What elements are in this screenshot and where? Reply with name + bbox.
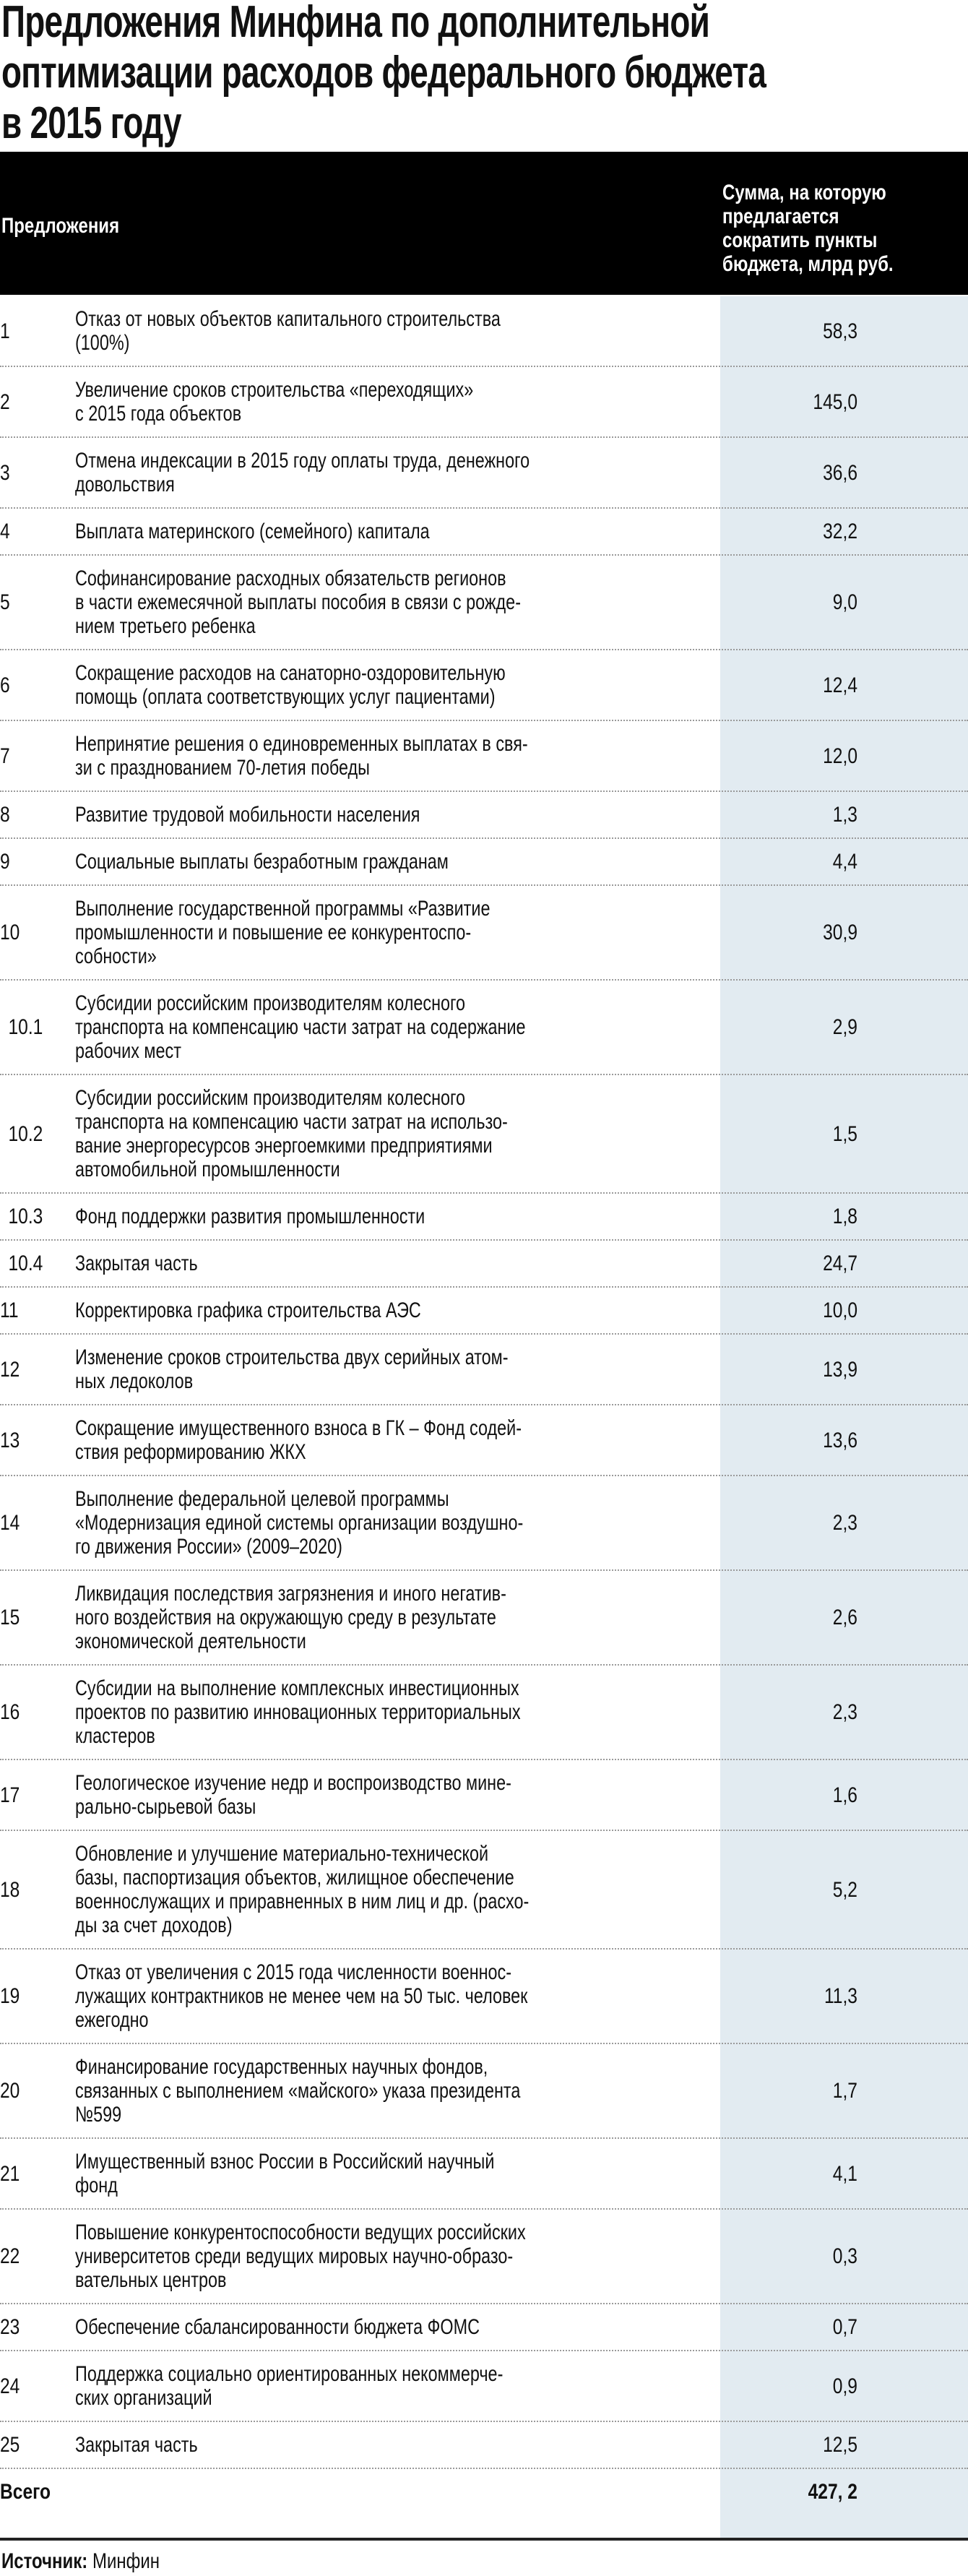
table-row: [0, 507, 968, 554]
row-value: 10,0: [823, 1298, 857, 1322]
description-line: с 2015 года объектов: [75, 402, 242, 426]
row-number: 22: [0, 2244, 20, 2268]
row-description: [75, 1298, 720, 1322]
table-row: [0, 1759, 968, 1830]
description-line: кластеров: [75, 1724, 155, 1748]
header-amount-line: предлагается: [722, 204, 839, 228]
row-description: [75, 1960, 720, 2032]
row-value: 1,5: [832, 1121, 857, 1146]
row-number: 10.1: [8, 1015, 43, 1039]
description-line: Имущественный взнос России в Российский научный: [75, 2150, 495, 2174]
description-line: Субсидии российским производителям колесного: [75, 991, 466, 1015]
row-description: [75, 661, 720, 709]
table-row: [0, 2043, 968, 2137]
description-line: Сокращение имущественного взноса в ГК – Фонд содей-: [75, 1416, 522, 1440]
row-description: [75, 1771, 720, 1819]
row-number: 25: [0, 2433, 20, 2457]
row-description: [75, 2150, 720, 2197]
row-description: [75, 520, 720, 543]
row-description: [75, 2433, 720, 2457]
row-description: [75, 2315, 720, 2339]
row-number: 13: [0, 1428, 20, 1452]
description-line: рально-сырьевой базы: [75, 1795, 256, 1819]
row-number: 16: [0, 1700, 20, 1724]
header-amount-line: сократить пункты: [722, 228, 878, 252]
row-number: 6: [0, 673, 10, 697]
row-number: 7: [0, 744, 10, 768]
table-row: [0, 1333, 968, 1404]
table-row: [0, 2350, 968, 2421]
description-line: Развитие трудовой мобильности населения: [75, 803, 420, 827]
row-number: 2: [0, 389, 10, 414]
description-line: военнослужащих и приравненных в ним лиц и др. (расхо-: [75, 1890, 530, 1913]
description-line: базы, паспортизация объектов, жилищное обеспечение: [75, 1866, 514, 1890]
row-description: [75, 897, 720, 968]
description-line: Закрытая часть: [75, 1252, 198, 1275]
description-line: ских организаций: [75, 2386, 212, 2410]
row-value: 0,9: [832, 2374, 857, 2398]
description-line: ного воздействия на окружающую среду в результате: [75, 1606, 496, 1629]
description-line: Обеспечение сбалансированности бюджета ФОМС: [75, 2315, 480, 2339]
table-row: [0, 2208, 968, 2303]
row-number: 20: [0, 2079, 20, 2103]
description-line: (100%): [75, 331, 130, 355]
row-description: [75, 1676, 720, 1748]
row-number: 3: [0, 460, 10, 485]
table-row: [0, 1239, 968, 1286]
description-line: фонд: [75, 2174, 118, 2197]
row-number: 10.4: [8, 1252, 43, 1275]
description-line: Непринятие решения о единовременных выплатах в свя-: [75, 732, 528, 756]
table-row: [0, 436, 968, 507]
row-value: 36,6: [823, 460, 857, 485]
row-number: 8: [0, 803, 10, 827]
row-value: 1,8: [832, 1205, 857, 1228]
row-number: 11: [0, 1298, 19, 1322]
row-number: 4: [0, 520, 10, 543]
row-number: 1: [0, 319, 10, 343]
row-number: 23: [0, 2315, 20, 2339]
header-amount-line: бюджета, млрд руб.: [722, 252, 894, 276]
total-row: [0, 2468, 968, 2515]
total-label: Всего: [0, 2480, 51, 2504]
header-amount: [722, 181, 894, 276]
total-value: 427, 2: [808, 2480, 857, 2504]
row-value: 32,2: [823, 520, 857, 543]
table-row: [0, 296, 968, 366]
row-description: [75, 1842, 720, 1937]
description-line: Выполнение государственной программы «Развитие: [75, 897, 491, 921]
header-amount-line: Сумма, на которую: [722, 181, 886, 204]
table-row: [0, 1286, 968, 1333]
description-line: Выплата материнского (семейного) капитала: [75, 520, 430, 543]
row-number: 10: [0, 921, 20, 944]
description-line: Обновление и улучшение материально-технической: [75, 1842, 489, 1866]
description-line: Корректировка графика строительства АЭС: [75, 1298, 421, 1322]
row-number: 12: [0, 1357, 20, 1382]
row-description: [75, 1086, 720, 1181]
table-row: [0, 554, 968, 649]
row-number: 21: [0, 2161, 20, 2186]
description-line: го движения России» (2009–2020): [75, 1535, 342, 1559]
description-line: Фонд поддержки развития промышленности: [75, 1205, 425, 1228]
row-value: 9,0: [832, 590, 857, 614]
description-line: лужащих контрактников не менее чем на 50 тыс. человек: [75, 1984, 528, 2008]
row-number: 17: [0, 1783, 20, 1807]
description-line: Сокращение расходов на санаторно-оздоровительную: [75, 661, 506, 685]
row-value: 2,3: [832, 1511, 857, 1535]
table-row: [0, 720, 968, 791]
row-value: 0,7: [832, 2315, 857, 2339]
row-description: [75, 378, 720, 426]
description-line: ежегодно: [75, 2008, 149, 2032]
table-bottom-rule: [0, 2538, 968, 2541]
source-note: [1, 2549, 160, 2574]
row-description: [75, 1345, 720, 1393]
table-row: [0, 979, 968, 1074]
description-line: Выполнение федеральной целевой программы: [75, 1487, 449, 1511]
page-title: [1, 0, 968, 149]
description-line: помощь (оплата соответствующих услуг пациентами): [75, 685, 496, 709]
row-value: 4,1: [832, 2161, 857, 2186]
description-line: связанных с выполнением «майского» указа президента: [75, 2079, 521, 2103]
source-value: Минфин: [87, 2549, 160, 2573]
title-line: Предложения Минфина по дополнительной: [1, 0, 710, 47]
table-row: [0, 837, 968, 884]
description-line: вательных центров: [75, 2268, 227, 2292]
table-row: [0, 1664, 968, 1759]
description-line: Отмена индексации в 2015 году оплаты труда, денежного: [75, 449, 530, 473]
description-line: Повышение конкурентоспособности ведущих российских: [75, 2220, 526, 2244]
row-value: 13,6: [823, 1428, 857, 1452]
row-number: 10.2: [8, 1121, 43, 1146]
row-number: 18: [0, 1877, 20, 1902]
description-line: Отказ от новых объектов капитального строительства: [75, 307, 501, 331]
table-row: [0, 1404, 968, 1475]
description-line: Социальные выплаты безработным гражданам: [75, 850, 449, 874]
description-line: нием третьего ребенка: [75, 614, 256, 638]
description-line: проектов по развитию инновационных территориальных: [75, 1700, 521, 1724]
row-value: 24,7: [823, 1252, 857, 1275]
row-description: [75, 1416, 720, 1464]
row-description: [75, 991, 720, 1063]
row-description: [75, 850, 720, 874]
row-description: [75, 2220, 720, 2292]
row-description: [75, 2055, 720, 2127]
row-number: 19: [0, 1984, 20, 2008]
table-row: [0, 1569, 968, 1664]
description-line: экономической деятельности: [75, 1629, 306, 1653]
row-description: [75, 1487, 720, 1559]
table-row: [0, 884, 968, 979]
description-line: университетов среди ведущих мировых научно-образо-: [75, 2244, 514, 2268]
table-row: [0, 2303, 968, 2350]
description-line: собности»: [75, 944, 157, 968]
table-row: [0, 1830, 968, 1948]
row-value: 145,0: [813, 389, 857, 414]
description-line: промышленности и повышение ее конкурентоспо-: [75, 921, 472, 944]
row-value: 2,3: [832, 1700, 857, 1724]
row-value: 12,5: [823, 2433, 857, 2457]
row-number: 15: [0, 1606, 20, 1629]
row-description: [75, 732, 720, 780]
description-line: довольствия: [75, 473, 175, 496]
row-number: 14: [0, 1511, 20, 1535]
description-line: Геологическое изучение недр и воспроизводство мине-: [75, 1771, 511, 1795]
row-description: [75, 1252, 720, 1275]
description-line: Софинансирование расходных обязательств регионов: [75, 567, 506, 590]
title-line: в 2015 году: [1, 98, 181, 148]
description-line: Поддержка социально ориентированных некоммерче-: [75, 2362, 504, 2386]
row-value: 58,3: [823, 319, 857, 343]
description-line: Увеличение сроков строительства «переходящих»: [75, 378, 474, 402]
table-header: [0, 152, 968, 295]
table-row: [0, 1948, 968, 2043]
description-line: транспорта на компенсацию части затрат на содержание: [75, 1015, 526, 1039]
description-line: Ликвидация последствия загрязнения и иного негатив-: [75, 1582, 506, 1606]
description-line: Финансирование государственных научных фондов,: [75, 2055, 488, 2079]
row-description: [75, 449, 720, 496]
row-description: [75, 307, 720, 355]
table-row: [0, 1475, 968, 1569]
row-value: 0,3: [832, 2244, 857, 2268]
description-line: зи с празднованием 70-летия победы: [75, 756, 371, 780]
table-row: [0, 2137, 968, 2208]
description-line: №599: [75, 2103, 122, 2127]
row-description: [75, 1205, 720, 1228]
table-row: [0, 1074, 968, 1192]
row-number: 10.3: [8, 1205, 43, 1228]
row-value: 1,7: [832, 2079, 857, 2103]
description-line: вание энергоресурсов энергоемкими предприятиями: [75, 1134, 493, 1158]
row-value: 11,3: [824, 1984, 857, 2008]
row-value: 12,4: [823, 673, 857, 697]
header-proposals: Предложения: [1, 214, 120, 238]
description-line: ных ледоколов: [75, 1369, 194, 1393]
description-line: ствия реформированию ЖКХ: [75, 1440, 306, 1464]
table-row: [0, 791, 968, 837]
table-row: [0, 366, 968, 436]
row-description: [75, 2362, 720, 2410]
description-line: в части ежемесячной выплаты пособия в связи с рожде-: [75, 590, 521, 614]
table-row: [0, 2421, 968, 2468]
row-value: 12,0: [823, 744, 857, 768]
table-row: [0, 649, 968, 720]
table-row: [0, 1192, 968, 1239]
row-value: 13,9: [823, 1357, 857, 1382]
description-line: «Модернизация единой системы организации воздушно-: [75, 1511, 524, 1535]
title-line: оптимизации расходов федерального бюджета: [1, 48, 766, 98]
description-line: Изменение сроков строительства двух серийных атом-: [75, 1345, 509, 1369]
row-number: 9: [0, 850, 10, 874]
row-number: 5: [0, 590, 10, 614]
row-description: [75, 1582, 720, 1653]
row-value: 1,6: [832, 1783, 857, 1807]
description-line: транспорта на компенсацию части затрат на использо-: [75, 1110, 508, 1134]
row-number: 24: [0, 2374, 20, 2398]
row-value: 2,9: [832, 1015, 857, 1039]
description-line: Отказ от увеличения с 2015 года численности военнос-: [75, 1960, 512, 1984]
row-description: [75, 567, 720, 638]
description-line: Субсидии на выполнение комплексных инвестиционных: [75, 1676, 519, 1700]
description-line: автомобильной промышленности: [75, 1158, 340, 1181]
row-value: 4,4: [832, 850, 857, 874]
description-line: Закрытая часть: [75, 2433, 198, 2457]
proposals-table: [0, 296, 968, 2515]
description-line: Субсидии российским производителям колесного: [75, 1086, 466, 1110]
row-value: 5,2: [832, 1877, 857, 1902]
description-line: ды за счет доходов): [75, 1913, 233, 1937]
row-value: 1,3: [832, 803, 857, 827]
source-label: Источник:: [1, 2549, 88, 2573]
row-value: 2,6: [832, 1606, 857, 1629]
row-description: [75, 803, 720, 827]
row-value: 30,9: [823, 921, 857, 944]
description-line: рабочих мест: [75, 1039, 181, 1063]
